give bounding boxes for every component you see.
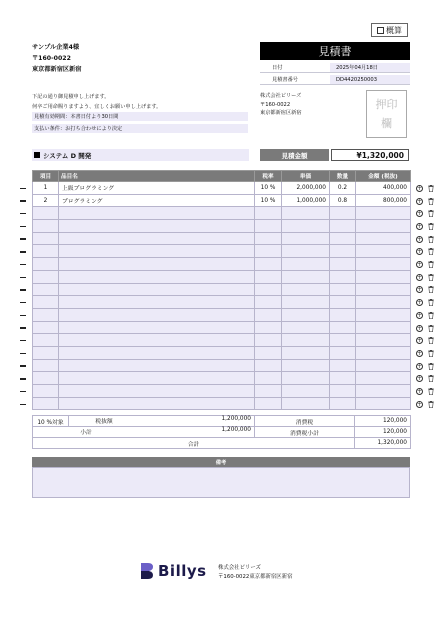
cell-tax[interactable] — [255, 359, 282, 372]
table-row[interactable] — [33, 283, 411, 296]
cell-unit-price[interactable] — [282, 232, 330, 245]
add-row-icon[interactable]: + — [417, 388, 423, 396]
cell-qty[interactable] — [330, 385, 356, 398]
cell-tax[interactable] — [255, 397, 282, 410]
cell-unit-price[interactable] — [282, 346, 330, 359]
cell-tax[interactable] — [255, 334, 282, 347]
cell-name[interactable] — [59, 359, 255, 372]
cell-qty[interactable] — [330, 397, 356, 410]
cell-qty[interactable] — [330, 334, 356, 347]
delete-row-icon[interactable] — [428, 299, 434, 306]
table-row[interactable] — [33, 308, 411, 321]
table-row[interactable] — [33, 296, 411, 309]
remove-row-marker-icon[interactable] — [20, 353, 26, 354]
table-row[interactable] — [33, 321, 411, 334]
stamp-label: 押印 — [375, 98, 398, 111]
table-row[interactable] — [33, 346, 411, 359]
cell-no[interactable] — [33, 220, 59, 233]
remove-row-marker-icon[interactable] — [20, 391, 26, 392]
billys-logo — [140, 562, 207, 580]
remove-row-marker-icon[interactable] — [20, 226, 26, 227]
cell-qty[interactable] — [330, 346, 356, 359]
cell-amount[interactable] — [356, 385, 411, 398]
add-row-icon[interactable]: + — [417, 184, 423, 192]
delete-row-icon[interactable] — [428, 248, 434, 255]
document-title: 見積書 — [260, 42, 410, 60]
greeting-text — [32, 92, 247, 112]
estimate-total-label: 見積金額 — [260, 149, 329, 161]
cell-unit-price[interactable] — [282, 283, 330, 296]
cell-unit-price[interactable] — [282, 359, 330, 372]
client-postal: 〒160-0022 — [32, 55, 71, 62]
client-name: サンプル企業4様 — [32, 44, 80, 51]
cell-tax[interactable] — [255, 308, 282, 321]
cell-name[interactable] — [59, 258, 255, 271]
cell-amount[interactable] — [356, 207, 411, 220]
cell-name[interactable] — [59, 372, 255, 385]
add-row-icon[interactable]: + — [417, 375, 423, 383]
add-row-icon[interactable]: + — [417, 337, 423, 345]
delete-row-icon[interactable] — [428, 223, 434, 230]
cell-name[interactable] — [59, 270, 255, 283]
cell-qty[interactable] — [330, 220, 356, 233]
delete-row-icon[interactable] — [428, 337, 434, 344]
cell-no[interactable] — [33, 232, 59, 245]
table-row[interactable] — [33, 385, 411, 398]
delete-row-icon[interactable] — [428, 236, 434, 243]
header-tax: 税率 — [255, 171, 282, 182]
cell-name[interactable] — [59, 397, 255, 410]
footer-company: 株式会社ビリーズ — [218, 565, 261, 571]
cell-tax[interactable] — [255, 207, 282, 220]
delete-row-icon[interactable] — [428, 401, 434, 408]
add-row-icon[interactable]: + — [417, 248, 423, 256]
cell-no[interactable] — [33, 283, 59, 296]
cell-tax[interactable] — [255, 270, 282, 283]
checkbox-icon[interactable] — [377, 27, 384, 34]
table-row[interactable] — [33, 245, 411, 258]
cell-amount[interactable] — [356, 359, 411, 372]
cell-qty[interactable]: 0.8 — [330, 194, 356, 207]
cell-tax[interactable] — [255, 232, 282, 245]
cell-qty[interactable] — [330, 321, 356, 334]
cell-name[interactable] — [59, 283, 255, 296]
remove-row-marker-icon[interactable] — [20, 378, 26, 379]
remove-row-marker-icon[interactable] — [20, 302, 26, 303]
remove-row-marker-icon[interactable] — [20, 238, 26, 239]
summary-row — [33, 438, 411, 449]
cell-amount[interactable] — [356, 283, 411, 296]
cell-tax[interactable] — [255, 258, 282, 271]
cell-no[interactable] — [33, 308, 59, 321]
remove-row-marker-icon[interactable] — [20, 188, 26, 189]
remove-row-marker-icon[interactable] — [20, 404, 26, 405]
add-row-icon[interactable]: + — [417, 299, 423, 307]
notes-textarea[interactable] — [32, 467, 410, 498]
cell-no[interactable] — [33, 258, 59, 271]
cell-qty[interactable] — [330, 232, 356, 245]
remove-row-marker-icon[interactable] — [20, 213, 26, 214]
cell-no[interactable] — [33, 296, 59, 309]
delete-row-icon[interactable] — [428, 185, 434, 192]
estimate-total-value: ¥1,320,000 — [331, 149, 409, 161]
cell-no[interactable] — [33, 372, 59, 385]
cell-no[interactable] — [33, 334, 59, 347]
cell-unit-price[interactable] — [282, 296, 330, 309]
delete-row-icon[interactable] — [428, 388, 434, 395]
cell-name[interactable] — [59, 321, 255, 334]
table-row[interactable] — [33, 194, 411, 207]
delete-row-icon[interactable] — [428, 210, 434, 217]
logo-text: Billys — [158, 562, 207, 580]
add-row-icon[interactable]: + — [417, 210, 423, 218]
cell-unit-price[interactable]: 1,000,000 — [282, 194, 330, 207]
grand-total-label: 合計 — [33, 438, 355, 449]
add-row-icon[interactable]: + — [417, 261, 423, 269]
tax-label: 消費税 — [255, 416, 355, 427]
cell-unit-price[interactable] — [282, 385, 330, 398]
issuer-block — [260, 92, 360, 118]
cell-no[interactable] — [33, 385, 59, 398]
table-row[interactable] — [33, 220, 411, 233]
remove-row-marker-icon[interactable] — [20, 315, 26, 316]
issuer-address: 東京都新宿区新宿 — [260, 110, 302, 116]
cell-tax[interactable]: 10 % — [255, 194, 282, 207]
subtotal-cell — [33, 427, 255, 438]
pretax-value: 1,200,000 — [221, 416, 251, 422]
date-label: 日付 — [260, 63, 330, 72]
cell-unit-price[interactable] — [282, 207, 330, 220]
items-table — [32, 170, 411, 410]
notes-header: 備考 — [32, 457, 410, 467]
cell-tax[interactable] — [255, 220, 282, 233]
delete-row-icon[interactable] — [428, 312, 434, 319]
cell-unit-price[interactable] — [282, 308, 330, 321]
remove-row-marker-icon[interactable] — [20, 277, 26, 278]
add-row-icon[interactable]: + — [417, 235, 423, 243]
add-row-icon[interactable]: + — [417, 273, 423, 281]
validity-condition[interactable]: 見積有効期間：本書日付より30日間 — [32, 112, 248, 121]
cell-qty[interactable] — [330, 258, 356, 271]
remove-row-marker-icon[interactable] — [20, 365, 26, 366]
cell-name[interactable]: プログラミング — [59, 194, 255, 207]
cell-amount[interactable] — [356, 372, 411, 385]
cell-qty[interactable] — [330, 308, 356, 321]
table-row[interactable] — [33, 334, 411, 347]
cell-tax[interactable] — [255, 296, 282, 309]
table-row[interactable] — [33, 207, 411, 220]
client-address: 東京都新宿区新宿 — [32, 66, 82, 73]
payment-condition[interactable]: 支払い条件：お打ち合わせにより決定 — [32, 124, 248, 133]
cell-no[interactable] — [33, 207, 59, 220]
delete-row-icon[interactable] — [428, 198, 434, 205]
stamp-label: 欄 — [381, 117, 392, 130]
grand-total-value: 1,320,000 — [355, 438, 411, 449]
cell-qty[interactable] — [330, 283, 356, 296]
cell-amount[interactable] — [356, 232, 411, 245]
delete-row-icon[interactable] — [428, 325, 434, 332]
header-unit-price: 単価 — [282, 171, 330, 182]
cell-no[interactable] — [33, 359, 59, 372]
project-title[interactable] — [32, 149, 249, 161]
approx-label: 概算 — [386, 25, 402, 35]
delete-row-icon[interactable] — [428, 286, 434, 293]
square-bullet-icon — [34, 152, 40, 158]
cell-qty[interactable] — [330, 207, 356, 220]
billys-logo-icon — [140, 562, 154, 580]
cell-qty[interactable] — [330, 296, 356, 309]
cell-unit-price[interactable] — [282, 334, 330, 347]
cell-amount[interactable] — [356, 321, 411, 334]
summary-row — [33, 416, 411, 427]
cell-name[interactable] — [59, 207, 255, 220]
pretax-label: 税抜額 — [95, 419, 113, 425]
cell-name[interactable] — [59, 308, 255, 321]
header-name: 品目名 — [59, 171, 255, 182]
header-qty: 数量 — [330, 171, 356, 182]
cell-no[interactable] — [33, 270, 59, 283]
remove-row-marker-icon[interactable] — [20, 289, 26, 290]
cell-amount[interactable] — [356, 346, 411, 359]
delete-row-icon[interactable] — [428, 350, 434, 357]
tax-value: 120,000 — [355, 416, 411, 427]
add-row-icon[interactable]: + — [417, 349, 423, 357]
number-value[interactable]: DD4420250003 — [330, 75, 410, 84]
cell-amount[interactable] — [356, 397, 411, 410]
table-row[interactable] — [33, 182, 411, 195]
cell-unit-price[interactable]: 2,000,000 — [282, 182, 330, 195]
cell-unit-price[interactable] — [282, 397, 330, 410]
cell-unit-price[interactable] — [282, 245, 330, 258]
table-row[interactable] — [33, 397, 411, 410]
pretax-cell — [69, 416, 255, 427]
cell-tax[interactable] — [255, 283, 282, 296]
cell-unit-price[interactable] — [282, 372, 330, 385]
footer-address-block — [218, 564, 292, 582]
table-row[interactable] — [33, 232, 411, 245]
delete-row-icon[interactable] — [428, 274, 434, 281]
issuer-name: 株式会社ビリーズ — [260, 93, 302, 99]
footer-address: 〒160-0022東京都新宿区新宿 — [218, 574, 293, 580]
remove-row-marker-icon[interactable] — [20, 327, 26, 328]
add-row-icon[interactable]: + — [417, 286, 423, 294]
remove-row-marker-icon[interactable] — [20, 264, 26, 265]
cell-unit-price[interactable] — [282, 270, 330, 283]
cell-no[interactable] — [33, 346, 59, 359]
cell-tax[interactable] — [255, 346, 282, 359]
cell-name[interactable]: 上級プログラミング — [59, 182, 255, 195]
remove-row-marker-icon[interactable] — [20, 200, 26, 201]
table-row[interactable] — [33, 372, 411, 385]
cell-name[interactable] — [59, 346, 255, 359]
subtotal-label: 小計 — [80, 430, 92, 436]
cell-name[interactable] — [59, 296, 255, 309]
add-row-icon[interactable]: + — [417, 400, 423, 408]
project-name: システム D 開発 — [43, 151, 92, 160]
cell-no[interactable]: 2 — [33, 194, 59, 207]
cell-qty[interactable] — [330, 270, 356, 283]
cell-qty[interactable]: 0.2 — [330, 182, 356, 195]
tax-subtotal-value: 120,000 — [355, 427, 411, 438]
remove-row-marker-icon[interactable] — [20, 340, 26, 341]
issuer-postal: 〒160-0022 — [260, 101, 291, 108]
cell-tax[interactable] — [255, 372, 282, 385]
cell-tax[interactable] — [255, 385, 282, 398]
cell-amount[interactable]: 400,000 — [356, 182, 411, 195]
table-row[interactable] — [33, 270, 411, 283]
add-row-icon[interactable]: + — [417, 362, 423, 370]
cell-amount[interactable] — [356, 296, 411, 309]
greeting-line: 下記の通り御見積申し上げます。 — [32, 94, 110, 100]
table-row[interactable] — [33, 258, 411, 271]
cell-amount[interactable] — [356, 258, 411, 271]
cell-name[interactable] — [59, 232, 255, 245]
summary-table — [32, 415, 411, 449]
approx-toggle-button[interactable] — [371, 23, 408, 37]
summary-row — [33, 427, 411, 438]
remove-row-marker-icon[interactable] — [20, 251, 26, 252]
cell-no[interactable] — [33, 397, 59, 410]
cell-no[interactable] — [33, 321, 59, 334]
cell-unit-price[interactable] — [282, 321, 330, 334]
cell-tax[interactable] — [255, 245, 282, 258]
number-row — [260, 75, 410, 85]
add-row-icon[interactable]: + — [417, 311, 423, 319]
cell-tax[interactable]: 10 % — [255, 182, 282, 195]
greeting-line: 何卒ご用命賜りますよう、宜しくお願い申し上げます。 — [32, 104, 162, 110]
table-header — [33, 171, 411, 182]
cell-unit-price[interactable] — [282, 220, 330, 233]
cell-no[interactable] — [33, 245, 59, 258]
cell-amount[interactable] — [356, 308, 411, 321]
delete-row-icon[interactable] — [428, 375, 434, 382]
add-row-icon[interactable]: + — [417, 222, 423, 230]
cell-amount[interactable] — [356, 220, 411, 233]
cell-qty[interactable] — [330, 372, 356, 385]
cell-name[interactable] — [59, 385, 255, 398]
add-row-icon[interactable]: + — [417, 324, 423, 332]
cell-amount[interactable] — [356, 270, 411, 283]
table-row[interactable] — [33, 359, 411, 372]
delete-row-icon[interactable] — [428, 363, 434, 370]
cell-amount[interactable] — [356, 334, 411, 347]
date-value[interactable]: 2025年04月18日 — [330, 63, 410, 72]
cell-amount[interactable] — [356, 245, 411, 258]
header-no: 項目 — [33, 171, 59, 182]
number-label: 見積書番号 — [260, 75, 330, 84]
cell-name[interactable] — [59, 334, 255, 347]
cell-amount[interactable]: 800,000 — [356, 194, 411, 207]
stamp-box — [366, 90, 407, 138]
cell-no[interactable]: 1 — [33, 182, 59, 195]
tax-target-label: 10 %対象 — [33, 416, 69, 427]
tax-subtotal-label: 消費税小計 — [255, 427, 355, 438]
date-row — [260, 63, 410, 73]
cell-tax[interactable] — [255, 321, 282, 334]
cell-unit-price[interactable] — [282, 258, 330, 271]
add-row-icon[interactable]: + — [417, 197, 423, 205]
cell-qty[interactable] — [330, 245, 356, 258]
header-amount: 金額 (税抜) — [356, 171, 411, 182]
subtotal-value: 1,200,000 — [221, 427, 251, 433]
cell-qty[interactable] — [330, 359, 356, 372]
client-block — [32, 42, 212, 75]
cell-name[interactable] — [59, 245, 255, 258]
cell-name[interactable] — [59, 220, 255, 233]
delete-row-icon[interactable] — [428, 261, 434, 268]
